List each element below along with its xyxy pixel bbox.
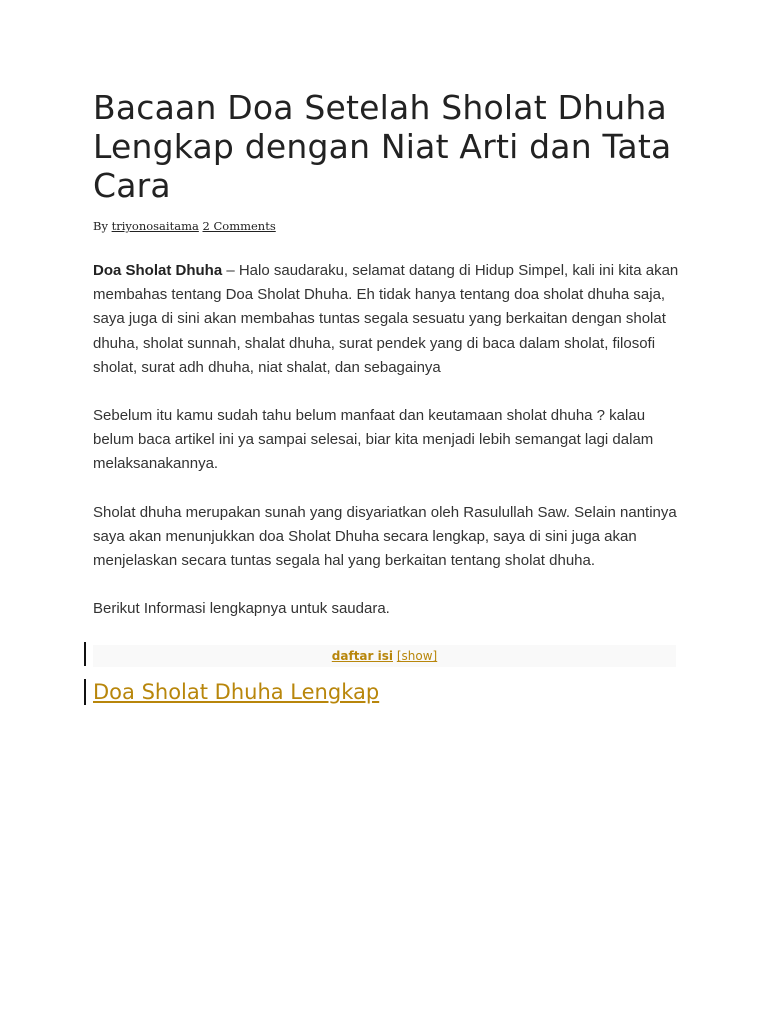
section-heading — [93, 679, 683, 705]
intro-text: – Halo saudaraku, selamat datang di Hidup Simpel, kali ini kita akan membahas tentang Doa Sholat Dhuha. Eh tidak hanya tentang doa sholat dhuha saja, saya juga di sini akan membahas tuntas segala sesuatu yang berkaitan dengan sholat dhuha, sholat sunnah, shalat dhuha, surat pendek yang di baca dalam sholat, filosofi sholat, surat adh dhuha, niat shalat, dan sebagainya — [93, 262, 679, 376]
intro-bold-keyword: Doa Sholat Dhuha — [93, 262, 223, 279]
comments-link[interactable]: 2 Comments — [202, 219, 276, 233]
paragraph-info: Berikut Informasi lengkapnya untuk saudara. — [93, 600, 390, 618]
byline-prefix: By — [93, 219, 108, 233]
paragraph-intro — [93, 259, 683, 380]
heading-left-bar — [84, 679, 86, 705]
paragraph-benefits: Sebelum itu kamu sudah tahu belum manfaat dan keutamaan sholat dhuha ? kalau belum baca artikel ini ya sampai selesai, biar kita menjadi lebih semangat lagi dalam melaksanakannya. — [93, 407, 654, 473]
toc-left-bar — [84, 642, 86, 666]
article-title: Bacaan Doa Setelah Sholat Dhuha Lengkap dengan Niat Arti dan Tata Cara — [93, 88, 672, 205]
section-heading-link[interactable]: Doa Sholat Dhuha Lengkap — [93, 680, 380, 705]
article — [93, 88, 683, 723]
toc-show-toggle[interactable]: [show] — [396, 649, 438, 664]
article-body — [93, 259, 683, 621]
table-of-contents — [93, 645, 676, 667]
toc-title[interactable]: daftar isi — [331, 649, 393, 664]
byline — [93, 219, 683, 233]
paragraph-sunnah: Sholat dhuha merupakan sunah yang disyariatkan oleh Rasulullah Saw. Selain nantinya saya akan menunjukkan doa Sholat Dhuha secara lengkap, saya di sini juga akan menjelaskan secara tuntas segala hal yang berkaitan tentang sholat dhuha. — [93, 503, 677, 570]
author-link[interactable]: triyonosaitama — [111, 219, 199, 233]
